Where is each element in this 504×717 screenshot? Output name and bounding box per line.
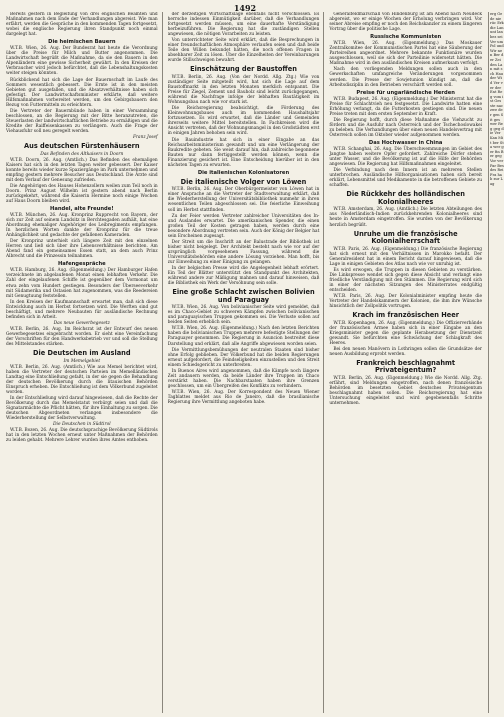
article-headline: Hafengespräche xyxy=(57,261,106,268)
article-headline: Preise für ungarländische Herden xyxy=(356,89,455,96)
article-headline: Eine große Schlacht zwischen Bolivien und Paraguay xyxy=(172,288,315,304)
article-headline: Die Rückkehr des holländischen Kolonialheeres xyxy=(346,190,465,206)
article-signature: Franz Josef xyxy=(133,135,158,141)
adjacent-page-edge: erg Ge de nie rüc Erk die Lan unt lan bez sei Ver um Pol und Wir nen Ber der Zei den Lan mit sch Hau der Wid Ver ver der Ent Reg vom ist Ges ste nac zwe der gen Sit ges wer Reg geg die Ver Kan Mit ber Sta wer ger fin Ber geg Vor ver Par Bes des Rei Fra hab zur Lag xyxy=(488,12,504,713)
article-headline: Russische Kommunisten xyxy=(370,34,442,41)
article-headline: Die italienische Volger von Löwen xyxy=(180,177,307,186)
article-paragraph: Rückblickend hat sich die Lage der Bauernschaft im Laufe des Sommers wesentlich gebessert. Die Ernte ist in den meisten Gebieten gut ausgefallen, und die Absatzverhältnisse haben sich gefestigt. Der Landwirtschaftsminister erklärte, daß weitere Hilfsmaßnahmen vorbereitet werden, um den Gebirgsbauern den Bezug von Futtermitteln zu erleichtern. xyxy=(6,77,158,108)
article-paragraph: Bereits gestern in Begleitung von drei englischen Beamten und Maßnahmen nach dem Ende der Verhandlungen abgereist. Wie man erfährt, werden die Gespräche in den kommenden Tagen fortgesetzt, wobei die englische Regierung ihren Standpunkt noch einmal dargelegt hat. xyxy=(6,12,158,38)
article-paragraph: In Buenos Aires wird angenommen, daß die Kämpfe noch längere Zeit andauern werden, da beide Länder ihre Truppen im Chaco verstärkt haben. Die Nachbarstaaten haben ihre Grenzen geschlossen, um ein Übergreifen des Konflikts zu verhindern. xyxy=(167,368,320,389)
article-headline: Frankreich beschlagnahmt Privateigentum? xyxy=(356,358,456,375)
article-paragraph: W.T.B. Berlin, 26. Aug. Im Reichsrat ist der Entwurf des neuen Gewerbegesetzes eingebracht worden. Er sieht eine Vereinfachung der Vorschriften für den Handwerksbetrieb vor und soll die Stellung des Mittelstandes stärken. xyxy=(6,326,158,347)
article-paragraph: der derzeitigen Wirtschaftslage ebenfalls nicht verschlossen. Es herrsche indessen Einmütigkeit darüber, daß die Verhandlungen fortgesetzt werden müssen, um eine dauerhafte Verständigung herbeizuführen. Die Regierung hat die zuständigen Stellen angewiesen, die nötigen Vorarbeiten zu leisten. xyxy=(167,12,320,38)
article-subheadline: Die Deutschen in Südtirol xyxy=(53,422,111,428)
article-paragraph: W.T.B. Paris, 26. Aug. Der Kolonialminister empfing heute die Vertreter der Handelskammern der Kolonien, die ihm ihre Wünsche hinsichtlich der Zollpolitik vortrugen. xyxy=(329,293,482,310)
column-3 xyxy=(329,12,486,713)
article-paragraph: Die Vertreter der Bauernbünde haben in einer Versammlung beschlossen, an die Regierung mit der Bitte heranzutreten, die Steuerlasten der landwirtschaftlichen Betriebe zu ermäßigen und die Kredite der Raiffeisenkassen zu verlängern. Auch die Frage der Viehausfuhr soll neu geregelt werden. xyxy=(6,108,158,134)
article-headline: Handel, alte Freunde! xyxy=(49,205,114,212)
article-paragraph: Die Regierung hofft, durch diese Maßnahme die Viehzucht zu fördern und die Ausfuhr nach Österreich und der Tschechoslowakei zu beleben. Die Verhandlungen über einen neuen Handelsvertrag mit Österreich sollen im Oktober wieder aufgenommen werden. xyxy=(329,117,482,138)
article-paragraph: W.T.B. Wien, 26. Aug. Der Korrespondent des Neuen Wiener Tagblattes meldet aus Rio de Janeiro, daß die brasilianische Regierung ihre Vermittlung angeboten habe. xyxy=(167,389,320,406)
article-paragraph: Generalfeldmarschall von Hindenburg ist am Abend nach Neudeck abgereist, wo er einige Wochen der Erholung verbringen wird. Vor seiner Abreise empfing er noch den Reichskanzler zu einem längeren Vortrag über die politische Lage. xyxy=(329,12,482,33)
article-paragraph: Die Vermittlungsbemühungen der neutralen Staaten sind bisher ohne Erfolg geblieben. Der Völkerbund hat die beiden Regierungen erneut aufgefordert, die Feindseligkeiten einzustellen und den Streit einem Schiedsgericht zu unterbreiten. xyxy=(167,347,320,368)
article-paragraph: W.T.B. Wien, 26. Aug. Der Bundesrat hat heute die Verordnung über die Preise für Milch und Butter angenommen. Die Landwirtschaft begrüßt die Maßnahme, da sie den Bauern in den Alpenländern eine gewisse Sicherheit gewährt. In den Kreisen der Verbraucher wird jedoch befürchtet, daß die Lebenshaltungskosten weiter steigen könnten. xyxy=(6,46,158,77)
column-2 xyxy=(168,12,325,713)
article-paragraph: W.T.B. Wien, 26. Aug. (Eigenmeldung.) Das Moskauer Zentralkomitee der Kommunistischen Partei hat eine Säuberung der Parteireihen angeordnet. Mehrere bekannte Funktionäre wurden ausgeschlossen, weil sie sich der Parteilinie widersetzt hätten. Die Maßnahme wird in den ausländischen Kreisen aufmerksam verfolgt. xyxy=(329,41,482,67)
article-headline: Die Deutschen im Ausland xyxy=(33,349,131,358)
article-headline: Aus deutschen Fürstenhäusern xyxy=(24,142,140,151)
article-subheadline: Im Memelgebiet xyxy=(63,358,101,364)
article-headline: Die heimischen Bauern xyxy=(48,39,116,46)
page-number: 1492 xyxy=(233,3,257,13)
article-paragraph: Der Streit um die Inschrift an der Balustrade der Bibliothek ist bisher nicht beigelegt. Der Architekt besteht nach wie vor auf der ursprünglich vorgesehenen Fassung, während die Universitätsbehörden eine andere Lösung vorziehen. Man hofft, bis zur Einweihung zu einer Einigung zu gelangen. xyxy=(167,239,320,265)
article-paragraph: W.T.B. Budapest, 26. Aug. (Eigenmeldung.) Der Ministerrat hat die Preise für Schlachtvieh neu festgesetzt. Die Landwirte hatten eine Erhöhung verlangt, da die Futterkosten gestiegen sind. Die neuen Preise treten mit dem ersten September in Kraft. xyxy=(329,96,482,117)
article-paragraph: Die Angehörigen des Hauses Hohenzollern weilen zum Teil noch in Doorn. Prinz August Wilhelm ist gestern abend nach Berlin zurückgekehrt, während die Kaiserin Hermine noch einige Wochen auf Haus Doorn bleiben wird. xyxy=(6,183,158,204)
article-paragraph: Zu der Feier werden Vertreter zahlreicher Universitäten des In- und Auslandes erwartet. Die amerikanischen Spender, die einen großen Teil der Kosten getragen haben, werden durch eine besondere Abordnung vertreten sein. Auch der König der Belgier hat sein Erscheinen zugesagt. xyxy=(167,213,320,239)
article-paragraph: Bei den neuen Manövern in Lothringen sollen die Grundsätze der neuen Ausbildung erprobt werden. xyxy=(329,346,482,357)
article-paragraph: Der Kronprinz unterhielt sich längere Zeit mit den einzelnen Herren und ließ sich über ihre Lebensverhältnisse berichten. Am Abend fand ein gemeinsames Essen statt, an dem auch Prinz Albrecht und die Prinzessin teilnahmen. xyxy=(6,239,158,260)
article-paragraph: Die Verbindung nach dem Innern ist an mehreren Stellen unterbrochen. Ausländische Hilfsorganisationen haben sich bereit erklärt, Lebensmittel und Medikamente in die betroffenen Gebiete zu schaffen. xyxy=(329,168,482,189)
article-paragraph: W.T.B. Berlin, 26. Aug. (Amtlich.) Wie aus Memel berichtet wird, haben die Vertreter der deutschen Parteien im Memelländischen Landtag eine Entschließung gefaßt, in der sie gegen die Behandlung der deutschen Bevölkerung durch die litauischen Behörden Einspruch erheben. Die Entschließung ist dem Völkerbund zugeleitet worden. xyxy=(6,364,158,395)
article-paragraph: W.T.B. Schanghai, 26. Aug. Die Überschwemmungen im Gebiet des Jangtse haben weitere Opfer gefordert. Zahlreiche Dörfer stehen unter Wasser, und die Bevölkerung ist auf die Hilfe der Behörden angewiesen. Die Regierung hat Hilfsmaßnahmen eingeleitet. xyxy=(329,146,482,168)
article-headline: Unruhe um die französische Kolonialherrschaft xyxy=(353,229,458,246)
article-paragraph: In der belgischen Presse wird die Angelegenheit lebhaft erörtert. Ein Teil der Blätter unterstützt den Standpunkt des Architekten, während andere zur Mäßigung mahnen und darauf hinweisen, daß die Bibliothek ein Werk der Versöhnung sein solle. xyxy=(167,266,320,287)
article-paragraph: W.T.B. Berlin, 26. Aug. (Eigenmeldung.) Wie die Nordd. Allg. Ztg. erfährt, sind Meldungen eingetroffen, nach denen französische Behörden im besetzten Gebiet deutsches Privateigentum beschlagnahmt haben sollen. Die Reichsregierung hat eine Untersuchung eingeleitet und wird gegebenenfalls Schritte unternehmen. xyxy=(329,375,482,407)
article-paragraph: W.T.B. München, 26. Aug. Kronprinz Rupprecht von Bayern, der sich zur Zeit auf seinem Landsitz in Berchtesgaden aufhält, hat eine Abordnung ehemaliger Angehöriger des Leibregiments empfangen. In herzlichen Worten dankte der Kronprinz für die treue Anhänglichkeit und gedachte der gefallenen Kameraden. xyxy=(6,212,158,239)
article-paragraph: W.T.B. Bozen, 26. Aug. Die deutschsprachige Bevölkerung Südtirols hat in den letzten Wochen erneut unter Maßnahmen der Behörden zu leiden gehabt. Mehrere Lehrer wurden ihres Amtes enthoben. xyxy=(6,428,158,444)
article-paragraph: In den Kreisen der Kaufmannschaft erwartet man, daß sich diese Entwicklung auch im Herbst fortsetzen wird. Die Werften sind gut beschäftigt, und mehrere Neubauten für ausländische Rechnung befinden sich in Arbeit. xyxy=(6,299,158,320)
article-paragraph: Von unterrichteter Seite wird erklärt, daß die Besprechungen in einer freundschaftlichen Atmosphäre verlaufen seien und daß beide Teile den Willen bekundet hätten, die noch offenen Fragen in absehbarer Zeit zu lösen. Über die Einzelheiten der Vereinbarungen wurde Stillschweigen bewahrt. xyxy=(167,38,320,64)
article-headline: Einschätzung der Baustoffen xyxy=(190,65,297,74)
column-1 xyxy=(6,12,163,713)
article-headline: Das Hochwasser in China xyxy=(368,139,443,146)
article-paragraph: W.T.B. Doorn, 26. Aug. (Amtlich.) Das Befinden des ehemaligen Kaisers hat sich in den letzten Tagen weiter gebessert. Der Kaiser konnte bereits wieder kurze Spaziergänge im Park unternehmen und empfing gestern mehrere Besucher aus Deutschland. Die Ärzte sind mit dem Verlauf der Genesung zufrieden. xyxy=(6,157,158,183)
article-paragraph: W.T.B. Berlin, 26. Aug. Der Oberbürgermeister von Löwen hat in einer Ansprache an die Vertreter der Stadtverwaltung erklärt, daß die Wiederherstellung der Universitätsbibliothek nunmehr in ihren wesentlichen Teilen abgeschlossen sei. Die feierliche Einweihung soll im Herbst stattfinden. xyxy=(167,187,320,213)
article-headline: Die italienischen Kolonisatoren xyxy=(197,169,290,176)
article-subheadline: Das Befinden des Altkaisers in Doorn xyxy=(40,151,124,157)
article-paragraph: W.T.B. Wien, 26. Aug. Von bolivianischer Seite wird gemeldet, daß es im Chaco-Gebiet zu schweren Kämpfen zwischen bolivianischen und paraguayischen Truppen gekommen sei. Die Verluste sollen auf beiden Seiten erheblich sein. xyxy=(167,305,320,326)
article-columns xyxy=(6,12,486,713)
article-paragraph: W.T.B. Berlin, 26. Aug. (Von der Nordd. Allg. Ztg.) Wie von zuständiger Seite mitgeteilt wird, hat sich die Lage auf dem Baustoffmarkt in den letzten Monaten merklich entspannt. Die Preise für Ziegel, Zement und Bauholz sind leicht zurückgegangen, während die Nachfrage infolge der lebhaften Bautätigkeit im Wohnungsbau nach wie vor stark ist. xyxy=(167,74,320,106)
article-paragraph: W.T.B. Hamburg, 26. Aug. (Eigenmeldung.) Der Hamburger Hafen verzeichnete im abgelaufenen Monat einen lebhaften Verkehr. Die Zahl der eingelaufenen Schiffe ist gegenüber dem Vormonat um etwa zehn vom Hundert gestiegen. Besonders der Überseeverkehr mit Südamerika und Ostasien hat zugenommen, was die Reedereien mit Genugtuung feststellen. xyxy=(6,268,158,299)
article-subheadline: Das neue Gewerbegesetz xyxy=(53,320,110,326)
article-headline: Krach im französischen Heer xyxy=(352,311,459,320)
article-paragraph: Die Bauindustrie hat sich in einer Eingabe an das Reichsarbeitsministerium gewandt und um eine Verlängerung der Baukredite gebeten. Sie weist darauf hin, daß zahlreiche begonnene Bauten nur dann fertiggestellt werden können, wenn die Finanzierung gesichert ist. Eine Entscheidung hierüber ist in den nächsten Tagen zu erwarten. xyxy=(167,137,320,168)
article-paragraph: Nach den vorliegenden Meldungen sollen auch in den Gewerkschaften umfangreiche Veränderungen vorgenommen werden. Die Presse der Sowjetunion kündigt an, daß die Arbeitsdisziplin in den Betrieben verschärft werden soll. xyxy=(329,67,482,88)
article-paragraph: In der Entschließung wird darauf hingewiesen, daß die Rechte der Bevölkerung durch das Memelstatut verbürgt seien und daß die Signatarmächte die Pflicht hätten, für ihre Einhaltung zu sorgen. Die deutschen Abgeordneten verlangen insbesondere die Wiederherstellung der Selbstverwaltung. xyxy=(6,395,158,421)
article-paragraph: W.T.B. Kopenhagen, 26. Aug. (Eigenmeldung.) Die Offizierverbände der französischen Armee haben sich in einer Eingabe an den Kriegsminister gegen die geplante Herabsetzung der Dienstzeit gewandt. Sie befürchten eine Schwächung der Schlagkraft des Heeres. xyxy=(329,320,482,346)
article-paragraph: W.T.B. Paris, 26. Aug. (Eigenmeldung.) Die französische Regierung hat sich erneut mit den Verhältnissen in Marokko befaßt. Der Generalresident hat in einem Bericht darauf hingewiesen, daß die Lage in einigen Gebieten des Atlas nach wie vor unruhig ist. xyxy=(329,246,482,267)
article-paragraph: Es wird erwogen, die Truppen in diesen Gebieten zu verstärken. Die Linkspresse wendet sich gegen diese Absicht und verlangt eine friedliche Verständigung mit den Stämmen. Die Regierung wird sich in einer der nächsten Sitzungen des Ministerrates endgültig entscheiden. xyxy=(329,267,482,293)
article-paragraph: W.T.B. Amsterdam, 26. Aug. (Amtlich.) Die letzten Abteilungen des aus Niederländisch-Indien zurückkehrenden Kolonialheeres sind heute in Amsterdam eingetroffen. Sie wurden von der Bevölkerung herzlich begrüßt. xyxy=(329,207,482,228)
article-paragraph: W.T.B. Wien, 26. Aug. (Eigenmeldung.) Nach den letzten Berichten haben die bolivianischen Truppen mehrere befestigte Stellungen der Paraguayer genommen. Die Regierung in Asuncion bestreitet diese Darstellung und erklärt, daß alle Angriffe abgewiesen worden seien. xyxy=(167,326,320,347)
article-paragraph: Die Reichsregierung beabsichtigt, die Förderung des Kleinwohnungsbaues auch im kommenden Haushaltsjahr fortzusetzen. Es wird erwartet, daß die Länder und Gemeinden ihrerseits weitere Mittel bereitstellen. In Fachkreisen wird die Ansicht vertreten, daß der Wohnungsmangel in den Großstädten erst in einigen Jahren behoben sein wird. xyxy=(167,106,320,137)
